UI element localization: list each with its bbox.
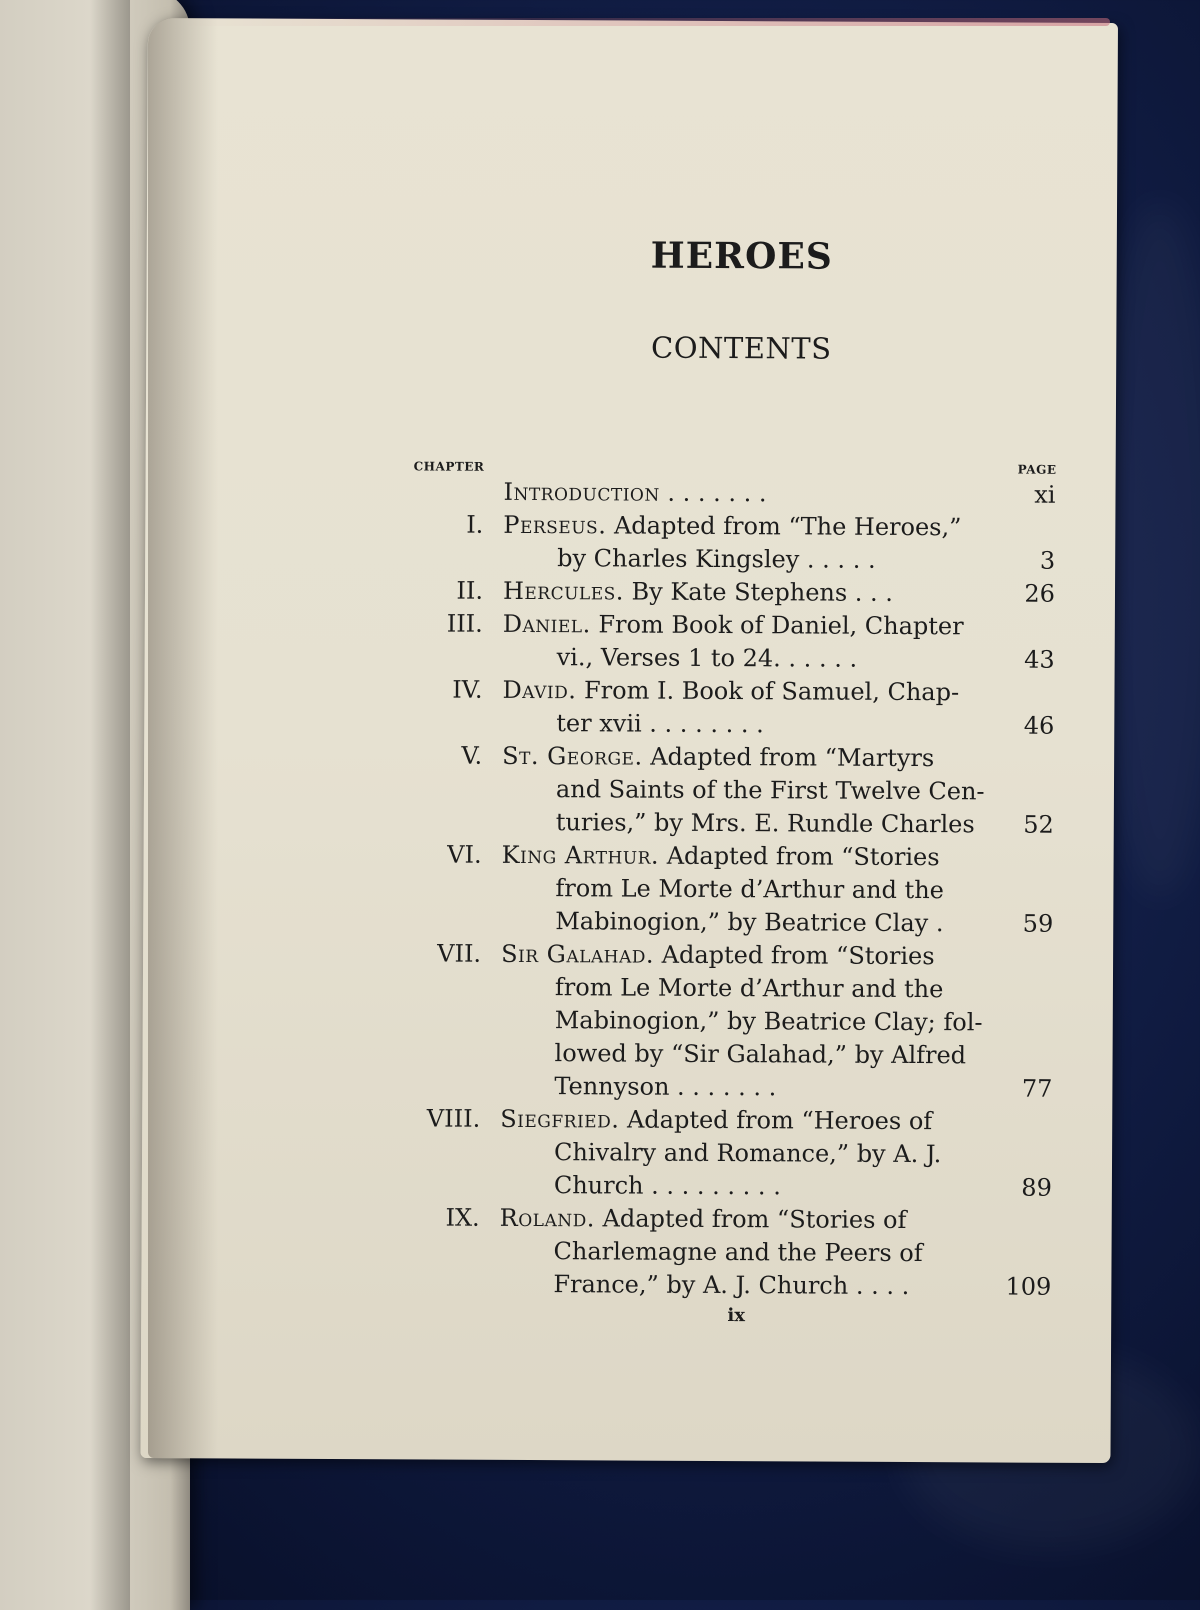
page-number: ix	[411, 1303, 1061, 1327]
toc-entry	[405, 475, 1055, 511]
toc-entry-line	[503, 608, 981, 644]
chapter-description: Tennyson . . . . . . .	[554, 1072, 776, 1101]
toc-entry-line	[501, 905, 979, 941]
page-reference: 43	[995, 643, 1055, 676]
book-title: HEROES	[417, 233, 1067, 278]
chapter-title: Sir Galahad.	[501, 940, 654, 969]
chapter-description: From Book of Daniel, Chapter	[591, 610, 964, 640]
chapter-number: III.	[405, 607, 483, 640]
toc-entry-line	[503, 641, 981, 677]
chapter-description: Adapted from “Stories of	[595, 1204, 907, 1234]
toc-entry-line	[503, 575, 981, 611]
chapter-description: Adapted from “Stories	[659, 842, 940, 871]
page-reference: 3	[995, 544, 1055, 577]
chapter-description: Adapted from “Martyrs	[643, 743, 935, 773]
chapter-column-header: CHAPTER	[414, 459, 485, 473]
toc-entry-line	[501, 971, 979, 1007]
chapter-description: France,” by A. J. Church . . . .	[553, 1270, 909, 1300]
chapter-description: Mabinogion,” by Beatrice Clay .	[555, 907, 943, 937]
chapter-number: I.	[405, 508, 483, 541]
page-reference: 52	[994, 808, 1054, 841]
toc-entry-line	[502, 773, 980, 809]
chapter-description: turies,” by Mrs. E. Rundle Charles	[556, 808, 975, 838]
chapter-title: Perseus.	[503, 511, 606, 540]
chapter-number: VII.	[403, 937, 481, 970]
toc-entry-line	[503, 542, 981, 578]
toc-entry	[402, 937, 1053, 1105]
chapter-number: VI.	[404, 838, 482, 871]
toc-entry-line	[500, 1136, 978, 1172]
page-reference: 109	[991, 1270, 1051, 1303]
page-reference: 59	[993, 907, 1053, 940]
toc-entry-line	[501, 1004, 979, 1040]
chapter-title: Hercules.	[503, 577, 624, 606]
toc-entry	[401, 1201, 1052, 1303]
toc-entry-line	[502, 806, 980, 842]
page-reference: 26	[995, 577, 1055, 610]
toc-entry-line	[502, 707, 980, 743]
page-column-header: PAGE	[1018, 463, 1057, 477]
toc-entry-line	[502, 740, 980, 776]
gutter-shadow	[148, 18, 218, 1458]
chapter-description: Adapted from “Stories	[654, 941, 935, 970]
toc-entry-line	[500, 1103, 978, 1139]
toc-entry	[403, 838, 1054, 940]
page-edge	[180, 18, 1110, 26]
chapter-description: lowed by “Sir Galahad,” by Alfred	[555, 1039, 967, 1069]
chapter-description: Chivalry and Romance,” by A. J.	[554, 1138, 941, 1168]
chapter-description: by Charles Kingsley . . . . .	[557, 544, 876, 574]
contents-heading: CONTENTS	[416, 329, 1066, 366]
chapter-title: St. George.	[502, 742, 643, 771]
chapter-description: By Kate Stephens . . .	[624, 578, 893, 607]
table-of-contents	[401, 475, 1055, 1303]
toc-entry-line	[502, 674, 980, 710]
chapter-description: Adapted from “The Heroes,”	[606, 511, 961, 541]
toc-entry	[405, 574, 1055, 610]
chapter-description: . . . . . . .	[660, 479, 767, 508]
toc-entry	[405, 508, 1055, 577]
chapter-description: from Le Morte d’Arthur and the	[555, 973, 944, 1003]
chapter-description: Adapted from “Heroes of	[619, 1105, 932, 1135]
chapter-description: From I. Book of Samuel, Chap-	[576, 676, 959, 706]
toc-entry-line	[503, 509, 981, 545]
chapter-description: Mabinogion,” by Beatrice Clay; fol-	[555, 1006, 983, 1036]
chapter-description: Charlemagne and the Peers of	[553, 1237, 922, 1267]
chapter-number: IX.	[402, 1201, 480, 1234]
toc-entry	[404, 673, 1054, 742]
chapter-title: David.	[502, 676, 576, 704]
chapter-number: V.	[404, 739, 482, 772]
toc-entry	[404, 739, 1055, 841]
toc-entry-line	[501, 938, 979, 974]
chapter-title: Daniel.	[503, 610, 591, 638]
page-reference: 89	[992, 1171, 1052, 1204]
chapter-title: King Arthur.	[502, 841, 660, 870]
toc-entry-line	[503, 476, 981, 512]
toc-entry-line	[502, 839, 980, 875]
toc-entry-line	[501, 872, 979, 908]
book-page	[140, 18, 1118, 1463]
toc-entry-line	[499, 1235, 977, 1271]
toc-entry	[405, 607, 1055, 676]
chapter-title: Roland.	[500, 1204, 595, 1232]
toc-entry-line	[500, 1070, 978, 1106]
toc-entry-line	[500, 1037, 978, 1073]
chapter-description: from Le Morte d’Arthur and the	[555, 874, 944, 904]
chapter-number: IV.	[404, 673, 482, 706]
chapter-description: and Saints of the First Twelve Cen-	[556, 775, 985, 805]
toc-entry-line	[499, 1268, 977, 1304]
toc-entry	[402, 1102, 1053, 1204]
chapter-description: vi., Verses 1 to 24. . . . . .	[557, 643, 858, 673]
page-reference: 77	[992, 1072, 1052, 1105]
page-reference: 46	[994, 709, 1054, 742]
chapter-description: ter xvii . . . . . . . .	[556, 709, 764, 738]
chapter-number: II.	[405, 574, 483, 607]
chapter-description: Church . . . . . . . . .	[554, 1171, 781, 1200]
chapter-title: Introduction	[503, 478, 659, 507]
page-reference: xi	[995, 478, 1055, 511]
chapter-title: Siegfried.	[500, 1105, 619, 1134]
chapter-number: VIII.	[402, 1102, 480, 1135]
toc-entry-line	[500, 1169, 978, 1205]
toc-entry-line	[500, 1202, 978, 1238]
